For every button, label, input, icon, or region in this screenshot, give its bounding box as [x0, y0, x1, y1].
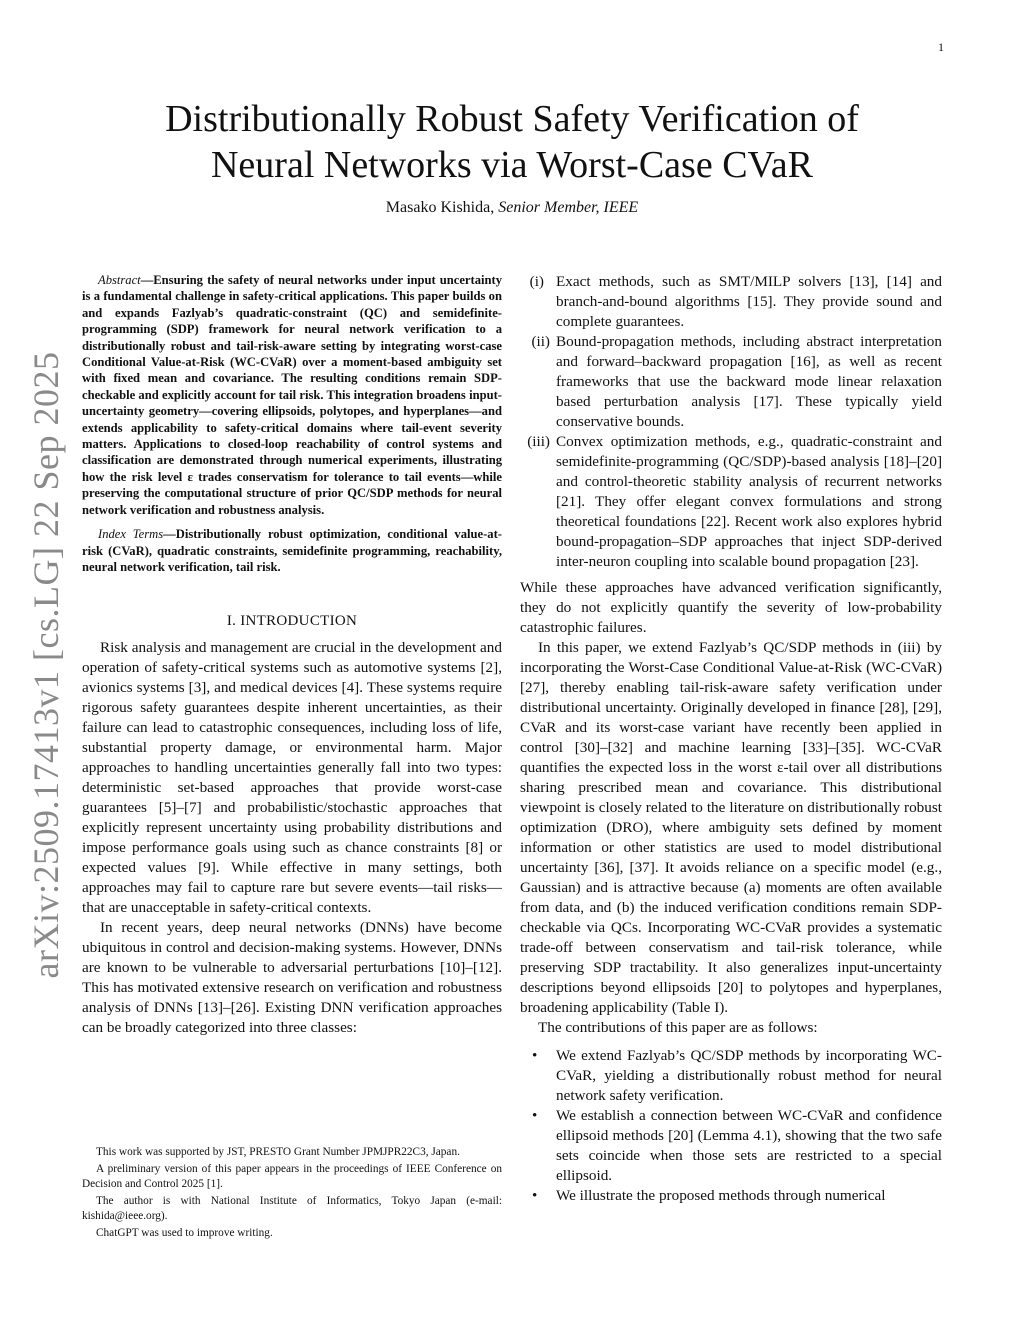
bullet-icon: • — [532, 1107, 538, 1124]
list-label: (iii) — [527, 433, 550, 450]
list-label: (ii) — [531, 333, 550, 350]
list-item — [520, 1106, 942, 1186]
author-name: Masako Kishida, — [385, 199, 499, 216]
abstract-text: —Ensuring the safety of neural networks under input uncertainty is a fundamental challenge in safety-critical applications. This paper builds on and expands Fazlyab’s quadratic-constraint (QC) and semidefinite-programming (SDP) framework for neural network verification to a distributionally robust and tail-risk-aware setting by integrating worst-case Conditional Value-at-Risk (WC-CVaR) over a moment-based ambiguity set with fixed mean and covariance. The resulting conditions remain SDP-checkable and explicitly account for tail risk. This integration broadens input-uncertainty geometry—covering ellipsoids, polytopes, and hyperplanes—and extends applicability to safety-critical domains where tail-event severity matters. Applications to closed-loop reachability of control systems and classification are demonstrated through numerical experiments, illustrating how the risk level ε trades conservatism for tolerance to tail events—while preserving the computational structure of prior QC/SDP methods for neural network verification and robustness analysis. — [82, 273, 502, 517]
arxiv-stamp: arXiv:2509.17413v1 [cs.LG] 22 Sep 2025 — [26, 351, 66, 979]
list-label: (i) — [529, 273, 544, 290]
author-role: Senior Member, IEEE — [498, 199, 639, 216]
footnote: ChatGPT was used to improve writing. — [96, 1227, 273, 1239]
body-paragraph: The contributions of this paper are as follows: — [538, 1019, 818, 1036]
section-heading: I. INTRODUCTION — [226, 613, 358, 630]
title-line: Neural Networks via Worst-Case CVaR — [210, 144, 813, 186]
list-item — [520, 332, 942, 432]
abstract-label: Abstract — [98, 273, 141, 287]
index-terms — [82, 526, 502, 575]
index-terms-label: Index Terms — [98, 527, 164, 542]
bullet-icon: • — [532, 1047, 538, 1064]
list-item — [520, 1046, 942, 1106]
list-text: Convex optimization methods, e.g., quadratic-constraint and semidefinite-programming (QC/SDP)-based analysis [18]–[20] and control-theoretic stability analysis of recurrent networks [21]. They offer elegant convex formulations and strong theoretical foundations [22]. Recent work also explores hybrid bound-propagation–SDP approaches that inject SDP-derived inter-neuron coupling into scalable bound propagation [23]. — [556, 433, 942, 570]
index-terms-text: —Distributionally robust optimization, conditional value-at-risk (CVaR), quadratic constraints, semidefinite programming, reachability, neural network verification, tail risk. — [82, 527, 502, 574]
footnote: The author is with National Institute of Informatics, Tokyo Japan (e-mail: kishida@ieee.org). — [82, 1195, 502, 1222]
footnotes — [82, 1145, 502, 1243]
list-text: Exact methods, such as SMT/MILP solvers [13], [14] and branch-and-bound algorithms [15]. They provide sound and complete guarantees. — [556, 273, 942, 330]
footnote: This work was supported by JST, PRESTO Grant Number JPMJPR22C3, Japan. — [96, 1146, 460, 1158]
body-paragraph: Risk analysis and management are crucial in the development and operation of safety-critical systems such as automotive systems [2], avionics systems [3], and medical devices [4]. These systems require rigorous safety guarantees despite inherent uncertainties, as their failure can lead to catastrophic consequences, including loss of life, substantial property damage, or environmental harm. Major approaches to handling uncertainties generally fall into two types: deterministic set-based approaches that provide worst-case guarantees [5]–[7] and probabilistic/stochastic approaches that explicitly represent uncertainty using probability distributions and impose performance goals using such as chance constraints [8] or expected values [9]. While effective in many settings, both approaches may fail to capture rare but severe events—tail risks—that are unacceptable in safety-critical contexts. — [82, 639, 502, 917]
left-column — [82, 272, 502, 1038]
list-item — [520, 432, 942, 572]
list-item — [520, 1186, 942, 1206]
body-paragraph: In this paper, we extend Fazlyab’s QC/SDP methods in (iii) by incorporating the Worst-Case Conditional Value-at-Risk (WC-CVaR) [27], thereby enabling tail-risk-aware safety verification under distributional uncertainty. Originally developed in finance [28], [29], CVaR and its worst-case variant have recently been applied in control [30]–[32] and machine learning [33]–[35]. WC-CVaR quantifies the expected loss in the worst ε-tail over all distributions sharing prescribed mean and covariance. This distributional viewpoint is closely related to the literature on distributionally robust optimization (DRO), where ambiguity sets defined by moment information or other statistics are used to model distributional uncertainty [36], [37]. It avoids reliance on a specific model (e.g., Gaussian) and is attractive because (a) moments are often available from data, and (b) the induced verification conditions remain SDP-checkable via QCs. Incorporating WC-CVaR provides a systematic trade-off between conservatism and tail-risk tolerance, while preserving SDP tractability. It also generalizes input-uncertainty descriptions beyond ellipsoids [20] to polytopes and hyperplanes, broadening applicability (Table I). — [520, 639, 942, 1016]
body-paragraph: While these approaches have advanced verification significantly, they do not explicitly quantify the severity of low-probability catastrophic failures. — [520, 579, 942, 636]
bullet-icon: • — [532, 1187, 538, 1204]
list-text: We establish a connection between WC-CVaR and confidence ellipsoid methods [20] (Lemma 4.1), showing that the two safe sets coincide when those sets are restricted to a special ellipsoid. — [556, 1107, 942, 1184]
title-line: Distributionally Robust Safety Verification of — [165, 98, 859, 140]
list-text: We illustrate the proposed methods through numerical — [556, 1187, 886, 1204]
right-column — [520, 272, 942, 1206]
list-text: Bound-propagation methods, including abstract interpretation and forward–backward propagation [16], as well as recent frameworks that use the backward mode linear relaxation based perturbation analysis [17]. These typically yield conservative bounds. — [556, 333, 942, 430]
page-number: 1 — [938, 40, 944, 54]
list-item — [520, 272, 942, 332]
footnote: A preliminary version of this paper appears in the proceedings of IEEE Conference on Decision and Control 2025 [1]. — [82, 1163, 502, 1190]
abstract — [82, 272, 502, 518]
verification-classes-list — [520, 272, 942, 572]
body-paragraph: In recent years, deep neural networks (DNNs) have become ubiquitous in control and decision-making systems. However, DNNs are known to be vulnerable to adversarial perturbations [10]–[12]. This has motivated extensive research on verification and robustness analysis of DNNs [13]–[26]. Existing DNN verification approaches can be broadly categorized into three classes: — [82, 919, 502, 1037]
contributions-list — [520, 1046, 942, 1206]
author-line — [0, 199, 1024, 217]
paper-title — [0, 96, 1024, 188]
list-text: We extend Fazlyab’s QC/SDP methods by incorporating WC-CVaR, yielding a distributionally robust method for neural network safety verification. — [556, 1047, 942, 1104]
